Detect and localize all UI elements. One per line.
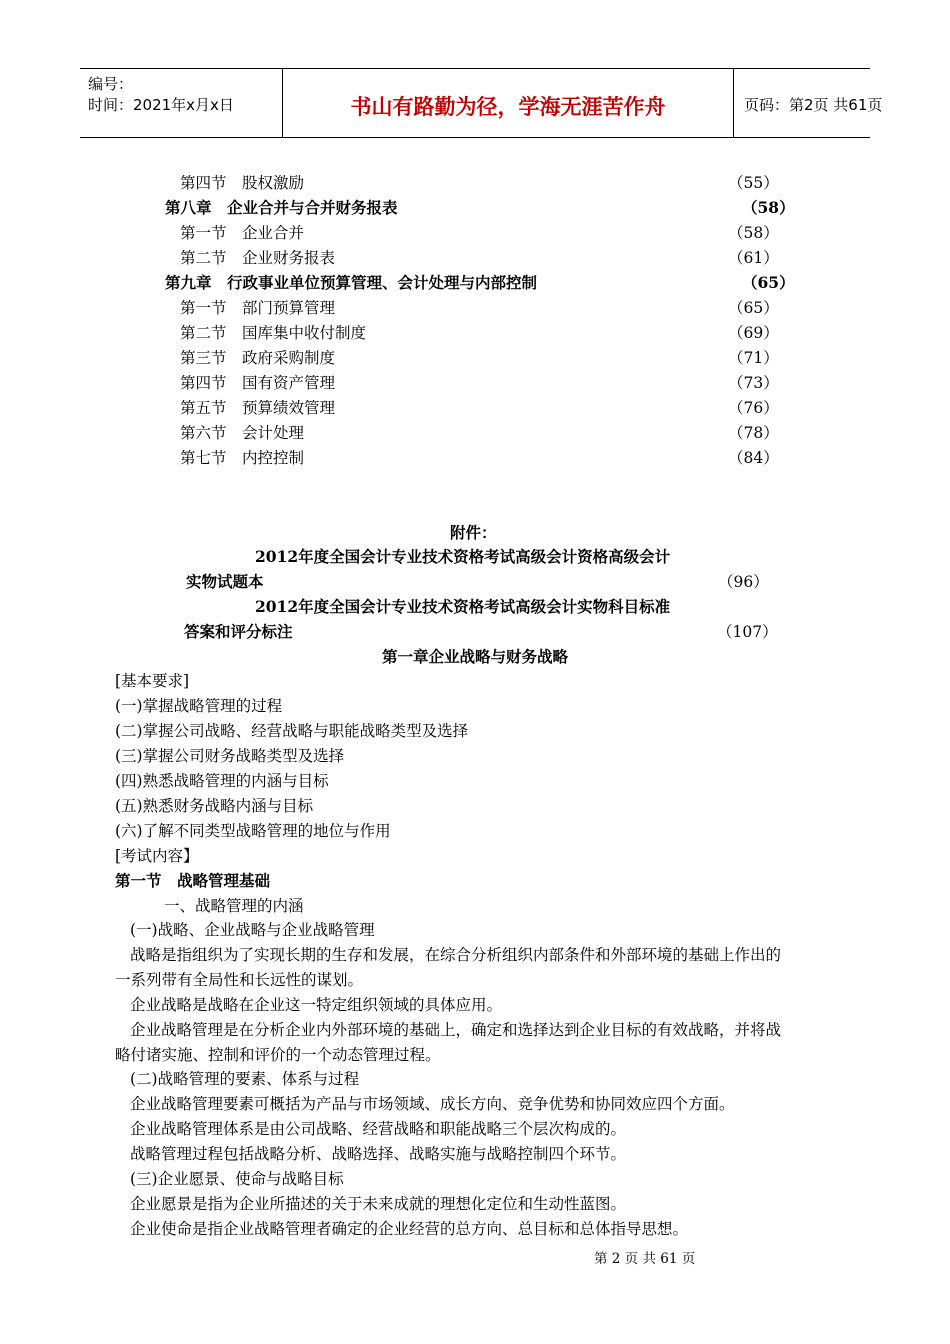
subheading: (三)企业愿景、使命与战略目标 — [130, 1170, 344, 1188]
toc-entry[interactable] — [0, 371, 950, 395]
toc-chapter[interactable] — [0, 196, 950, 220]
paragraph-line: 企业战略管理要素可概括为产品与市场领域、成长方向、竞争优势和协同效应四个方面。 — [130, 1095, 735, 1113]
requirement-item: (一)掌握战略管理的过程 — [115, 697, 283, 715]
toc-title: 第四节 国有资产管理 — [180, 374, 336, 392]
toc-title: 第三节 政府采购制度 — [180, 349, 336, 367]
toc-title: 第九章 行政事业单位预算管理、会计处理与内部控制 — [165, 273, 538, 292]
toc-title: 第五节 预算绩效管理 — [180, 399, 336, 417]
toc-page: （58） — [728, 224, 779, 242]
attachment-item-2-line-1: 2012年度全国会计专业技术资格考试高级会计实物科目标准 — [255, 597, 671, 616]
toc-page: （78） — [728, 424, 779, 442]
attachment-item-2-line-2: 答案和评分标注 — [184, 622, 293, 641]
page-footer: 第 2 页 共 61 页 — [594, 1251, 696, 1267]
page-info: 页码：第2页 共61页 — [744, 96, 883, 114]
toc-page: （61） — [728, 249, 779, 267]
subheading: 一、战略管理的内涵 — [164, 897, 304, 915]
requirement-item: (五)熟悉财务战略内涵与目标 — [115, 797, 314, 815]
toc-title: 第八章 企业合并与合并财务报表 — [165, 198, 398, 217]
paragraph-line: 略付诸实施、控制和评价的一个动态管理过程。 — [115, 1046, 441, 1064]
toc-entry[interactable] — [0, 171, 950, 195]
paragraph-line: 企业使命是指企业战略管理者确定的企业经营的总方向、总目标和总体指导思想。 — [130, 1220, 689, 1238]
paragraph-line: 企业愿景是指为企业所描述的关于未来成就的理想化定位和生动性蓝图。 — [130, 1195, 627, 1213]
section-title: 第一节 战略管理基础 — [115, 871, 271, 890]
paragraph-line: 战略管理过程包括战略分析、战略选择、战略实施与战略控制四个环节。 — [130, 1145, 627, 1163]
toc-title: 第二节 企业财务报表 — [180, 249, 336, 267]
toc-title: 第四节 股权激励 — [180, 174, 305, 192]
toc-title: 第六节 会计处理 — [180, 424, 305, 442]
toc-entry[interactable] — [0, 346, 950, 370]
attachment-item-1-page: （96） — [718, 573, 769, 591]
number-label: 编号： — [88, 75, 134, 93]
toc-page: （55） — [728, 174, 779, 192]
toc-entry[interactable] — [0, 296, 950, 320]
toc-page: （65） — [728, 299, 779, 317]
chapter-title: 第一章企业战略与财务战略 — [381, 647, 568, 666]
toc-entry[interactable] — [0, 321, 950, 345]
toc-title: 第七节 内控控制 — [180, 449, 305, 467]
paragraph-line: 一系列带有全局性和长远性的谋划。 — [115, 971, 364, 989]
requirement-item: (六)了解不同类型战略管理的地位与作用 — [115, 822, 391, 840]
attachment-item-1-line-2: 实物试题本 — [186, 572, 264, 591]
subheading: (二)战略管理的要素、体系与过程 — [130, 1070, 360, 1088]
paragraph-line: 企业战略管理体系是由公司战略、经营战略和职能战略三个层次构成的。 — [130, 1120, 627, 1138]
toc-page: （73） — [728, 374, 779, 392]
toc-entry[interactable] — [0, 446, 950, 470]
subheading: (一)战略、企业战略与企业战略管理 — [130, 921, 375, 939]
attachment-item-2-page: （107） — [717, 623, 778, 641]
requirement-item: (四)熟悉战略管理的内涵与目标 — [115, 772, 329, 790]
attachment-label: 附件： — [450, 523, 497, 542]
attachment-item-1-line-1: 2012年度全国会计专业技术资格考试高级会计资格高级会计 — [255, 547, 671, 566]
toc-entry[interactable] — [0, 221, 950, 245]
header-center-cell — [282, 69, 734, 137]
basic-requirements-heading: [基本要求] — [115, 672, 190, 690]
page-header — [80, 68, 883, 138]
toc-title: 第二节 国库集中收付制度 — [180, 324, 367, 342]
toc-entry[interactable] — [0, 246, 950, 270]
toc-page: （84） — [728, 449, 779, 467]
exam-content-heading: [考试内容】 — [115, 847, 199, 865]
toc-entry[interactable] — [0, 421, 950, 445]
toc-entry[interactable] — [0, 396, 950, 420]
header-left-cell — [80, 69, 282, 137]
paragraph-line: 企业战略管理是在分析企业内外部环境的基础上，确定和选择达到企业目标的有效战略，并将战 — [130, 1021, 782, 1039]
requirement-item: (二)掌握公司战略、经营战略与职能战略类型及选择 — [115, 722, 469, 740]
toc-page: （69） — [728, 324, 779, 342]
toc-page: （58） — [742, 198, 795, 217]
toc-chapter[interactable] — [0, 271, 950, 295]
requirement-item: (三)掌握公司财务战略类型及选择 — [115, 747, 345, 765]
header-right-cell — [734, 69, 883, 137]
motto: 书山有路勤为径，学海无涯苦作舟 — [350, 95, 666, 119]
toc-page: （76） — [728, 399, 779, 417]
date-label: 时间：2021年x月x日 — [88, 96, 234, 114]
toc-title: 第一节 企业合并 — [180, 224, 305, 242]
toc-page: （71） — [728, 349, 779, 367]
toc-title: 第一节 部门预算管理 — [180, 299, 336, 317]
paragraph-line: 企业战略是战略在企业这一特定组织领域的具体应用。 — [130, 996, 503, 1014]
toc-page: （65） — [742, 273, 795, 292]
paragraph-line: 战略是指组织为了实现长期的生存和发展，在综合分析组织内部条件和外部环境的基础上作出的 — [130, 946, 782, 964]
